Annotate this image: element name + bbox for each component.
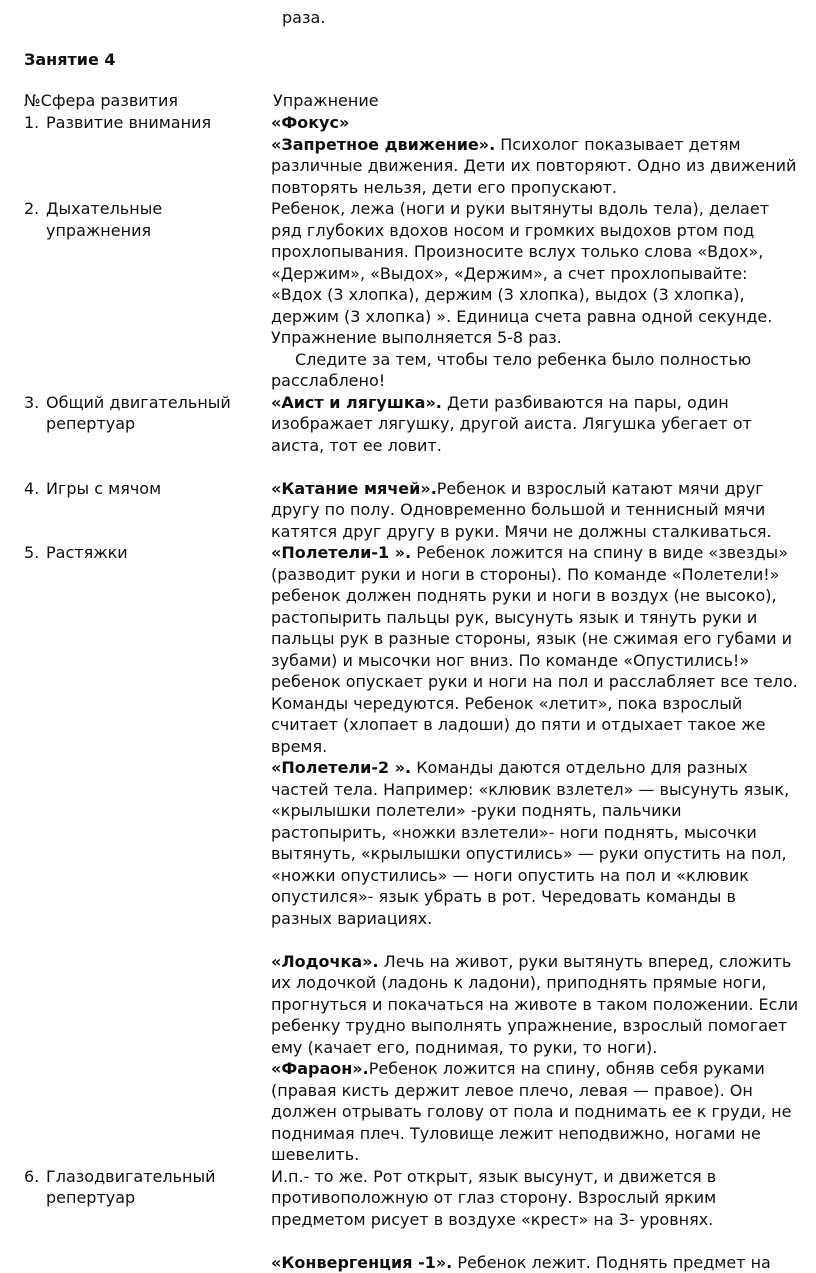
row-exercise [271, 1166, 801, 1273]
header-development-area: №Сфера развития [24, 90, 178, 112]
exercise-title: «Аист и лягушка». [271, 393, 442, 412]
row-area [24, 542, 259, 564]
exercise-text: Ребенок ложится на спину, обняв себя руками (правая кисть держит левое плечо, левая — правое). Он должен отрывать голову от пола и поднимать ее к груди, не поднимая плеч. Туловище лежит неподвижно, ногами не шевелить. [271, 1059, 791, 1164]
row-area-label: Глазодвигательный репертуар [46, 1166, 259, 1209]
row-exercise [271, 478, 801, 543]
row-number: 6. [24, 1166, 39, 1188]
exercise-text: Ребенок и взрослый катают мячи друг другу по полу. Одновременно большой и теннисный мячи катятся друг другу в руки. Мячи не должны сталкиваться. [271, 479, 772, 541]
exercise-text: Лечь на живот, руки вытянуть вперед, сложить их лодочкой (ладонь к ладони), приподнять прямые ноги, прогнуться и покачаться на животе в таком положении. Если ребенку трудно выполнять упражнение, взрослый помогает ему (качает его, поднимая, то руки, то ноги). [271, 952, 798, 1057]
exercise-paragraph [271, 542, 801, 757]
exercise-paragraph [271, 1058, 801, 1166]
row-area-label: Игры с мячом [46, 478, 259, 500]
exercise-text: Дети разбиваются на пары, один изображает лягушку, другой аиста. Лягушка убегает от аиста, тот ее ловит. [271, 393, 752, 455]
exercise-title: «Фараон». [271, 1059, 369, 1078]
exercise-paragraph [271, 757, 801, 929]
row-area [24, 1166, 259, 1209]
row-area-label: Общий двигательный репертуар [46, 392, 259, 435]
exercise-paragraph [271, 951, 801, 1059]
exercise-title: «Катание мячей». [271, 479, 437, 498]
exercise-title: «Полетели-2 ». [271, 758, 411, 777]
exercise-text: Ребенок лежит. Поднять предмет на [452, 1253, 771, 1272]
exercise-note: Следите за тем, чтобы тело ребенка было полностью расслаблено! [271, 349, 801, 392]
exercise-title: «Запретное движение». [271, 135, 495, 154]
header-exercise: Упражнение [273, 90, 379, 112]
row-area-label: Развитие внимания [46, 112, 259, 134]
row-area [24, 198, 259, 241]
exercise-table [0, 112, 816, 1273]
row-exercise [271, 392, 801, 478]
blank-line [271, 1230, 801, 1252]
row-exercise [271, 198, 801, 392]
blank-line [271, 456, 801, 478]
exercise-title: «Фокус» [271, 112, 801, 134]
row-number: 5. [24, 542, 39, 564]
table-row [0, 112, 816, 198]
exercise-paragraph [271, 478, 801, 543]
exercise-text: Психолог показывает детям различные движения. Дети их повторяют. Одно из движений повторять нельзя, дети его пропускают. [271, 135, 796, 197]
exercise-text: Команды даются отдельно для разных частей тела. Например: «клювик взлетел» — высунуть язык, «крылышки полетели» -руки поднять, пальчики растопырить, «ножки взлетели»- ноги поднять, мысочки вытянуть, «крылышки опустились» — руки опустить на пол, «ножки опустились» — ноги опустить на пол и «клювик опустился»- язык убрать в рот. Чередовать команды в разных вариациях. [271, 758, 789, 928]
table-row [0, 198, 816, 392]
table-row [0, 1166, 816, 1273]
row-number: 3. [24, 392, 39, 414]
exercise-paragraph [271, 134, 801, 199]
row-number: 1. [24, 112, 39, 134]
continuation-text: раза. [282, 7, 325, 29]
row-exercise [271, 112, 801, 198]
row-exercise [271, 542, 801, 1166]
exercise-title: «Конвергенция -1». [271, 1253, 452, 1272]
exercise-text: Ребенок ложится на спину в виде «звезды» (разводит руки и ноги в стороны). По команде «Полетели!» ребенок должен поднять руки и ноги в воздух (не высоко), растопырить пальцы рук, высунуть язык и тянуть руки и пальцы рук в разные стороны, язык (не сжимая его губами и зубами) и мысочки ног вниз. По команде «Опустились!» ребенок опускает руки и ноги на пол и расслабляет все тело. Команды чередуются. Ребенок «летит», пока взрослый считает (хлопает в ладоши) до пяти и отдыхает такое же время. [271, 543, 798, 756]
exercise-text: Ребенок, лежа (ноги и руки вытянуты вдоль тела), делает ряд глубоких вдохов носом и громких выдохов ртом под прохлопывания. Произносите вслух только слова «Вдох», «Держим», «Выдох», «Держим», а счет прохлопывайте: «Вдох (3 хлопка), держим (3 хлопка), выдох (3 хлопка), держим (3 хлопка) ». Единица счета равна одной секунде. Упражнение выполняется 5-8 раз. [271, 198, 801, 349]
row-area-label: Дыхательные упражнения [46, 198, 259, 241]
exercise-paragraph [271, 392, 801, 457]
exercise-paragraph [271, 1252, 801, 1273]
table-row [0, 542, 816, 1166]
row-area [24, 112, 259, 134]
exercise-title: «Лодочка». [271, 952, 379, 971]
exercise-text: И.п.- то же. Рот открыт, язык высунут, и движется в противоположную от глаз сторону. Взрослый ярким предметом рисует в воздухе «крест» на 3- уровнях. [271, 1166, 801, 1231]
exercise-title: «Полетели-1 ». [271, 543, 411, 562]
row-number: 4. [24, 478, 39, 500]
lesson-heading: Занятие 4 [24, 49, 116, 71]
row-area [24, 392, 259, 435]
row-number: 2. [24, 198, 39, 220]
table-row [0, 478, 816, 543]
blank-line [271, 929, 801, 951]
row-area [24, 478, 259, 500]
table-row [0, 392, 816, 478]
row-area-label: Растяжки [46, 542, 259, 564]
